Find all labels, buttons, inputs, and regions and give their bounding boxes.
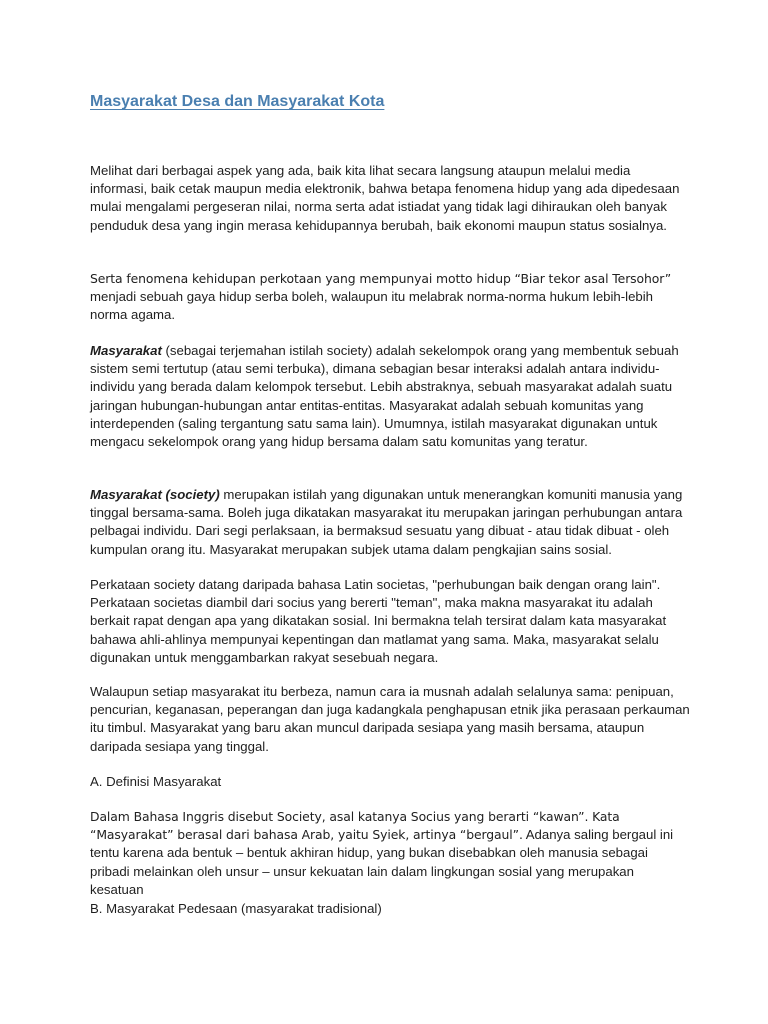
paragraph-society-origin: Perkataan society datang daripada bahasa Latin societas, "perhubungan baik dengan orang lain". Perkataan societas diambil dari socius yang bererti "teman", maka makna masyarakat itu adalah berkait rapat dengan apa yang dikatakan sosial. Ini bermakna telah tersirat dalam kata masyarakat bahawa ahli-ahlinya mempunyai kepentingan dan matlamat yang sama. Maka, masyarakat selalu digunakan untuk menggambarkan rakyat sesebuah negara.	[90, 577, 667, 665]
term-masyarakat-society: Masyarakat (society)	[90, 487, 220, 502]
paragraph-definition-etymology-rest: Adanya saling bergaul ini tentu karena ada bentuk – bentuk akhiran hidup, yang bukan disebabkan oleh manusia sebagai pribadi melainkan oleh unsur – unsur kekuatan lain dalam lingkungan sosial yang merupakan kesatuan	[90, 827, 674, 897]
paragraph-society-destruction: Walaupun setiap masyarakat itu berbeza, namun cara ia musnah adalah selalunya sama: penipuan, pencurian, keganasan, peperangan dan juga kadangkala penghapusan etnik jika perasaan perkauman itu timbul. Masyarakat yang baru akan muncul daripada sesiapa yang masih bersama, ataupun daripada sesiapa yang tinggal.	[90, 684, 690, 754]
etymology-sentence: Dalam Bahasa Inggris disebut Society, asal katanya Socius yang berarti “kawan”. Kata “Masyarakat” berasal dari bahasa Arab, yaitu Syiek, artinya “bergaul”.	[90, 809, 620, 843]
paragraph-city-phenomenon-rest: menjadi sebuah gaya hidup serba boleh, walaupun itu melabrak norma-norma hukum lebih-lebih norma agama.	[90, 289, 654, 323]
paragraph-masyarakat-definition-rest: (sebagai terjemahan istilah society) adalah sekelompok orang yang membentuk sebuah sistem semi tertutup (atau semi terbuka), dimana sebagian besar interaksi adalah antara individu-individu yang berada dalam kelompok tersebut. Lebih abstraknya, sebuah masyarakat adalah suatu jaringan hubungan-hubungan antar entitas-entitas. Masyarakat adalah sebuah komunitas yang interdependen (saling tergantung satu sama lain). Umumnya, istilah masyarakat digunakan untuk mengacu sekelompok orang yang hidup bersama dalam satu komunitas yang teratur.	[90, 343, 679, 450]
heading-masyarakat-pedesaan: B. Masyarakat Pedesaan (masyarakat tradisional)	[90, 901, 382, 916]
paragraph-masyarakat-society-rest: merupakan istilah yang digunakan untuk menerangkan komuniti manusia yang tinggal bersama-sama. Boleh juga dikatakan masyarakat itu merupakan jaringan perhubungan antara pelbagai individu. Dari segi perlaksaan, ia bermaksud sesuatu yang dibuat - atau tidak dibuat - oleh kumpulan orang itu. Masyarakat merupakan subjek utama dalam pengkajian sains sosial.	[90, 487, 683, 557]
paragraph-city-phenomenon	[90, 270, 690, 325]
paragraph-definition-etymology	[90, 808, 690, 899]
term-masyarakat: Masyarakat	[90, 343, 162, 358]
paragraph-intro: Melihat dari berbagai aspek yang ada, baik kita lihat secara langsung ataupun melalui media informasi, baik cetak maupun media elektronik, bahwa betapa fenomena hidup yang ada dipedesaan mulai mengalami pergeseran nilai, norma serta adat istiadat yang tidak lagi dihiraukan oleh banyak penduduk desa yang ingin merasa kehidupannya berubah, baik ekonomi maupun status sosialnya.	[90, 163, 680, 233]
heading-definisi-masyarakat: A. Definisi Masyarakat	[90, 774, 222, 789]
paragraph-masyarakat-definition	[90, 342, 690, 451]
motto-sentence: Serta fenomena kehidupan perkotaan yang mempunyai motto hidup “Biar tekor asal Tersohor”	[90, 271, 672, 286]
paragraph-masyarakat-society	[90, 486, 690, 559]
document-title: Masyarakat Desa dan Masyarakat Kota	[90, 93, 385, 110]
